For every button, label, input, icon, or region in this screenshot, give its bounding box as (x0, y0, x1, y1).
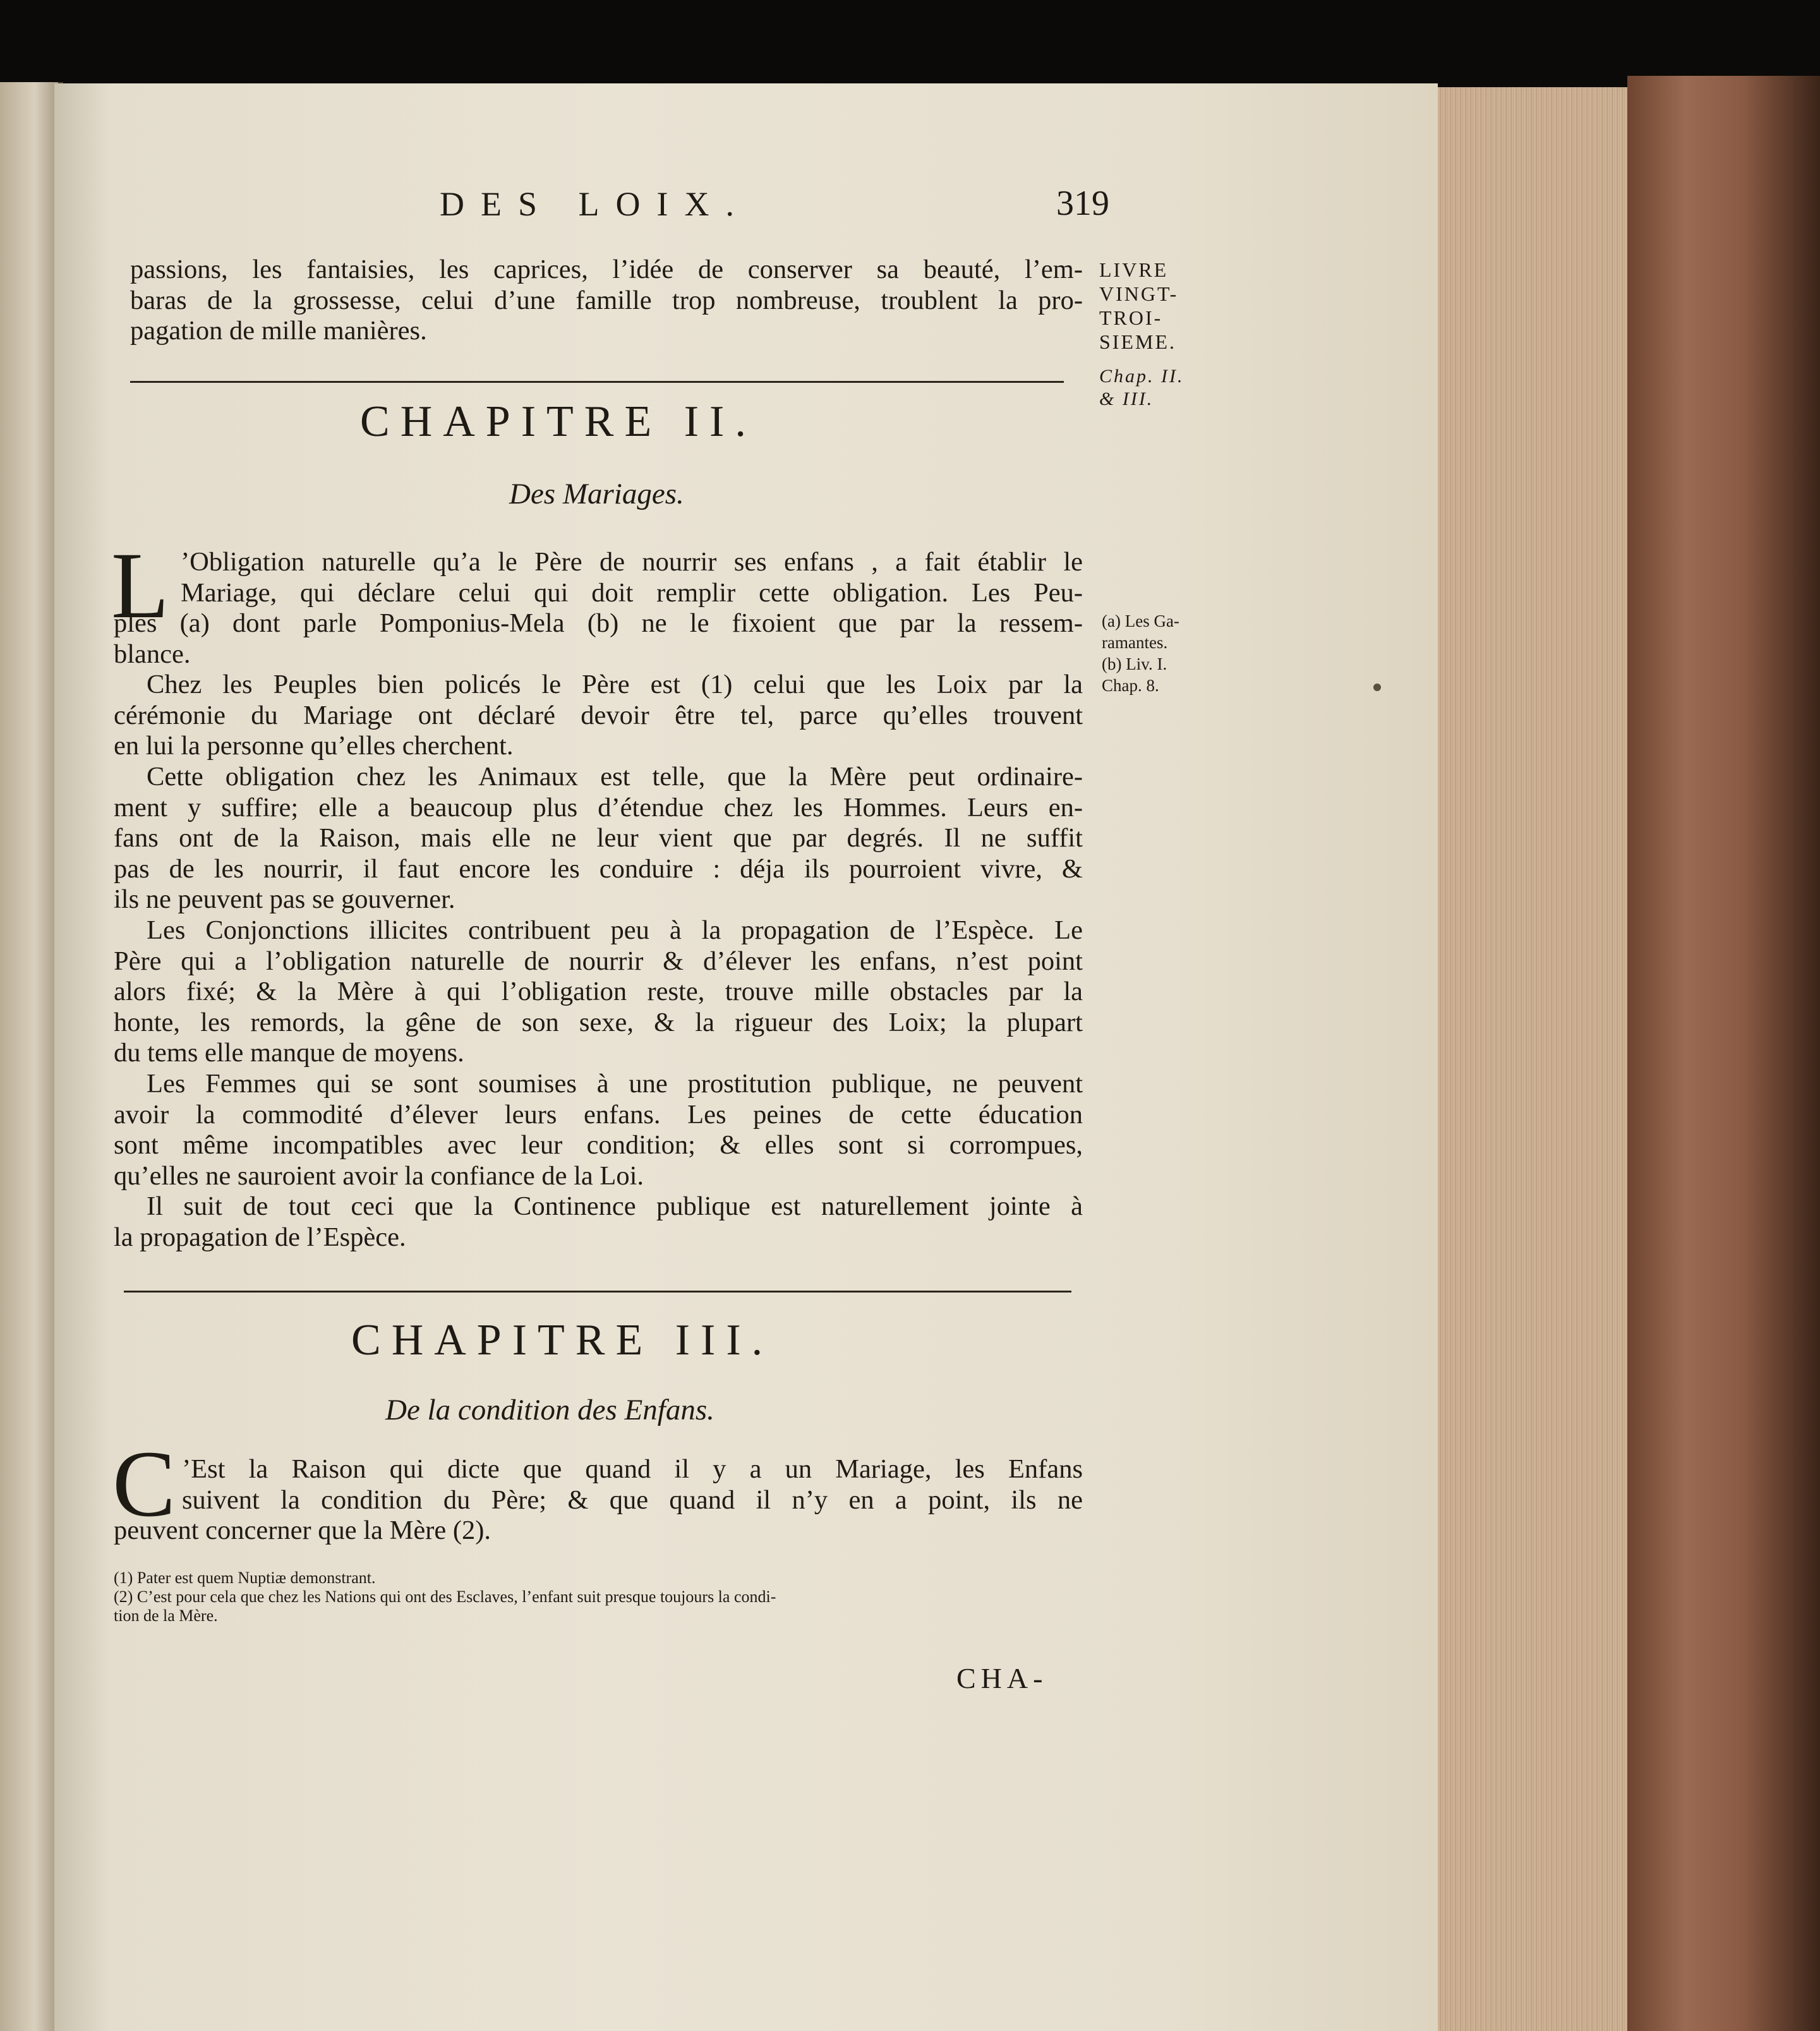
text-line: Mariage, qui déclare celui qui doit remplir cette obligation. Les Peu- (181, 577, 1083, 608)
chapter-2-para-4 (114, 1069, 1083, 1191)
text-line: pagation de mille manières. (130, 316, 427, 346)
chapter-3-dropcap: C (112, 1431, 176, 1536)
side-note-line: (a) Les Ga- (1102, 612, 1179, 630)
text-line: passions, les fantaisies, les caprices, l’idée de conserver sa beauté, l’em- (130, 255, 1083, 284)
chapter-2-para-3 (114, 915, 1083, 1069)
side-note-line: Chap. 8. (1102, 676, 1159, 695)
chapter-3-subtitle: De la condition des Enfans. (385, 1394, 714, 1426)
text-line: en lui la personne qu’elles cherchent. (114, 731, 514, 761)
text-line: ’Obligation naturelle qu’a le Père de nourrir ses enfans , a fait établir le (181, 547, 1083, 577)
chapter-2-first-para-bottom (114, 608, 1083, 670)
margin-heading-line: VINGT- (1099, 282, 1179, 305)
chapter-2-para-2 (114, 762, 1083, 915)
text-line: Père qui a l’obligation naturelle de nourrir & d’élever les enfans, n’est point (114, 946, 1083, 976)
text-line: ils ne peuvent pas se gouverner. (114, 884, 455, 914)
text-line: fans ont de la Raison, mais elle ne leur vient que par degrés. Il ne suffit (114, 823, 1083, 853)
chapter-3-title: CHAPITRE III. (351, 1316, 774, 1365)
footnotes (114, 1569, 1087, 1625)
text-line: cérémonie du Mariage ont déclaré devoir être tel, parce qu’elles trouvent (114, 700, 1083, 730)
chapter-2-first-para-top (181, 547, 1083, 608)
section-rule (124, 1291, 1071, 1293)
text-line: ples (a) dont parle Pomponius-Mela (b) ne le fixoient que par la ressem- (114, 608, 1083, 638)
footnote-line: (2) C’est pour cela que chez les Nations qui ont des Esclaves, l’enfant suit presque toujours la condi- (114, 1588, 776, 1606)
side-note-line: (b) Liv. I. (1102, 654, 1167, 673)
text-line: peuvent concerner que la Mère (2). (114, 1516, 491, 1545)
text-line: sont même incompatibles avec leur condition; & elles sont si corrompues, (114, 1130, 1083, 1160)
margin-heading-line: TROI- (1099, 306, 1163, 329)
side-note-line: ramantes. (1102, 633, 1168, 652)
text-line: ment y suffire; elle a beaucoup plus d’étendue chez les Hommes. Leurs en- (114, 792, 1083, 823)
text-line: Les Conjonctions illicites contribuent peu à la propagation de l’Espèce. Le (147, 915, 1083, 945)
footnote-line: (1) Pater est quem Nuptiæ demonstrant. (114, 1569, 376, 1587)
page-number: 319 (1056, 184, 1109, 223)
margin-heading-line: & III. (1099, 389, 1154, 409)
text-line: honte, les remords, la gêne de son sexe, & la rigueur des Loix; la plupart (114, 1007, 1083, 1037)
text-line: blance. (114, 639, 191, 669)
margin-heading-line: LIVRE (1099, 258, 1169, 281)
text-line: ’Est la Raison qui dicte que quand il y a un Mariage, les Enfans (182, 1454, 1083, 1484)
text-line: baras de la grossesse, celui d’une famille trop nombreuse, troublent la pro- (130, 285, 1083, 315)
running-head: DES LOIX. (440, 185, 750, 223)
ink-spot (1373, 684, 1381, 691)
margin-heading-line: SIEME. (1099, 330, 1176, 353)
text-line: Il suit de tout ceci que la Continence publique est naturellement jointe à (147, 1191, 1083, 1221)
text-line: la propagation de l’Espèce. (114, 1222, 406, 1252)
chapter-3-first-para-top (182, 1454, 1083, 1516)
text-line: suivent la condition du Père; & que quand il n’y en a point, ils ne (182, 1485, 1083, 1515)
intro-text (130, 255, 1083, 347)
catchword: CHA- (956, 1662, 1048, 1694)
margin-heading-line: Chap. II. (1099, 366, 1184, 387)
text-line: pas de les nourrir, il faut encore les conduire : déja ils pourroient vivre, & (114, 853, 1083, 884)
text-line: qu’elles ne sauroient avoir la confiance de la Loi. (114, 1160, 644, 1191)
chapter-2-side-notes (1102, 610, 1179, 696)
text-line: avoir la commodité d’élever leurs enfans. Les peines de cette éducation (114, 1099, 1083, 1130)
text-line: Chez les Peuples bien policés le Père est (1) celui que les Loix par la (147, 670, 1083, 699)
chapter-2-title: CHAPITRE II. (360, 397, 757, 446)
footnote-line: tion de la Mère. (114, 1606, 218, 1625)
chapter-2-para-1 (114, 670, 1083, 762)
text-line: alors fixé; & la Mère à qui l’obligation reste, trouve mille obstacles par la (114, 977, 1083, 1006)
chapter-2-para-5 (114, 1191, 1083, 1253)
chapter-2-dropcap: L (111, 533, 169, 638)
text-line: Cette obligation chez les Animaux est telle, que la Mère peut ordinaire- (147, 762, 1083, 792)
text-line: du tems elle manque de moyens. (114, 1038, 464, 1068)
chapter-2-subtitle: Des Mariages. (509, 478, 684, 510)
text-line: Les Femmes qui se sont soumises à une prostitution publique, ne peuvent (147, 1069, 1083, 1099)
margin-heading (1099, 258, 1184, 411)
chapter-3-first-para-bottom (114, 1516, 1083, 1546)
section-rule (130, 381, 1064, 383)
